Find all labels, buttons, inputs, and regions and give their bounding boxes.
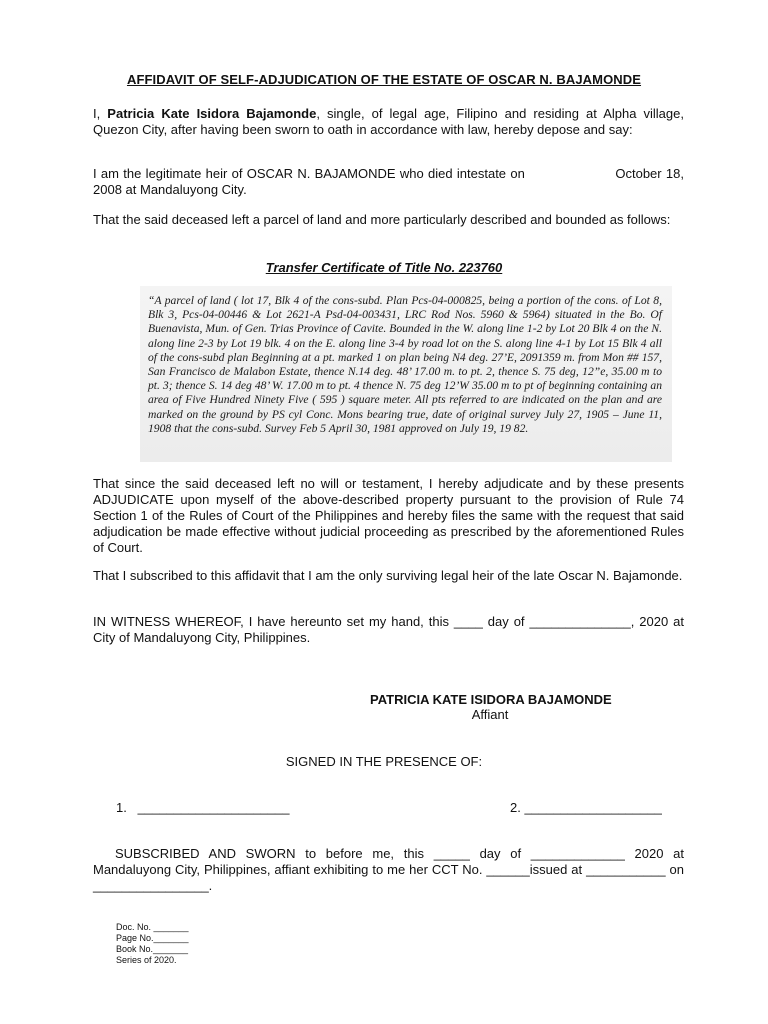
affiant-signature-name: PATRICIA KATE ISIDORA BAJAMONDE <box>370 692 612 707</box>
affiant-name: Patricia Kate Isidora Bajamonde <box>107 106 317 121</box>
intro-prefix: I, <box>93 106 108 121</box>
witness-1-line: 1. _____________________ <box>116 800 290 815</box>
affiant-role: Affiant <box>471 707 509 722</box>
book-number: Book No._______ <box>116 944 189 954</box>
property-paragraph: That the said deceased left a parcel of land and more particularly described and bounded as follows: <box>93 212 671 227</box>
sole-heir-paragraph: That I subscribed to this affidavit that I am the only surviving legal heir of the late Oscar N. Bajamonde. <box>93 568 683 583</box>
doc-number: Doc. No. _______ <box>116 922 189 932</box>
adjudication-paragraph: That since the said deceased left no will or testament, I hereby adjudicate and by these presents ADJUDICATE upon myself of the above-described property pursuant to the provision of Rule 74 Section 1 of the Rules of Court of the Philippines and hereby files the same with the request that said adjudication be made effective without judicial proceeding as prescribed by the aforementioned Rules of Court. <box>93 476 684 555</box>
document-title: AFFIDAVIT OF SELF-ADJUDICATION OF THE ESTATE OF OSCAR N. BAJAMONDE <box>126 72 642 87</box>
intro-body: , single, of legal age, Filipino and residing at Alpha village, Quezon City, after having been sworn to oath in accordance with law, hereby depose and say: <box>93 106 684 137</box>
tct-heading: Transfer Certificate of Title No. 223760 <box>265 260 503 275</box>
witness-2-line: 2. ___________________ <box>510 800 662 815</box>
land-description-scan: “A parcel of land ( lot 17, Blk 4 of the cons-subd. Plan Pcs-04-000825, being a portion of the cons. of Lot 8, Blk 3, Pcs-04-00446 & Lot 2621-A Psd-04-003431, LRC Rod Nos. 5960 & 5964) situated in the Bo. Of Buenavista, Mun. of Gen. Trias Province of Cavite. Bounded in the W. along line 1-2 by Lot 20 Blk 4 on the N. along line 2-3 by Lot 19 blk. 4 on the E. along line 3-4 by road lot on the S. along line 4-1 by Lot 15 Blk 4 all of the cons-subd plan Beginning at a pt. marked 1 on plan being N4 deg. 27’E, 2091359 m. from Mon ## 157, San Francisco de Malabon Estate, thence N.14 deg. 48’ 17.00 m. to pt. 2, thence S. 75 deg, 12”e, 35.00 m to pt. 3; thence S. 14 deg 48’ W. 17.00 m to pt. 4 thence N. 75 deg 12’W 35.00 m to pt of beginning containing an area of Five Hundred Ninety Five ( 595 ) square meter. All pts referred to are indicated on the plan and are marked on the ground by PS cyl Conc. Mons bearing true, date of original survey July 27, 1905 – June 11, 1908 that the cons-subd. Survey Feb 5 April 30, 1981 approved on July 19, 19 82. <box>140 286 672 462</box>
intro-paragraph <box>93 106 684 138</box>
page-number: Page No._______ <box>116 933 189 943</box>
notarial-register <box>116 922 189 966</box>
jurat-paragraph: SUBSCRIBED AND SWORN to before me, this _____ day of _____________ 2020 at Mandaluyong City, Philippines, affiant exhibiting to me her CCT No. ______issued at ___________ on ________________. <box>93 846 684 893</box>
presence-heading: SIGNED IN THE PRESENCE OF: <box>285 754 483 769</box>
heir-paragraph: I am the legitimate heir of OSCAR N. BAJAMONDE who died intestate on October 18, 2008 at Mandaluyong City. <box>93 166 688 197</box>
series-year: Series of 2020. <box>116 955 177 965</box>
witness-whereof-paragraph: IN WITNESS WHEREOF, I have hereunto set my hand, this ____ day of ______________, 2020 at City of Mandaluyong City, Philippines. <box>93 614 684 645</box>
